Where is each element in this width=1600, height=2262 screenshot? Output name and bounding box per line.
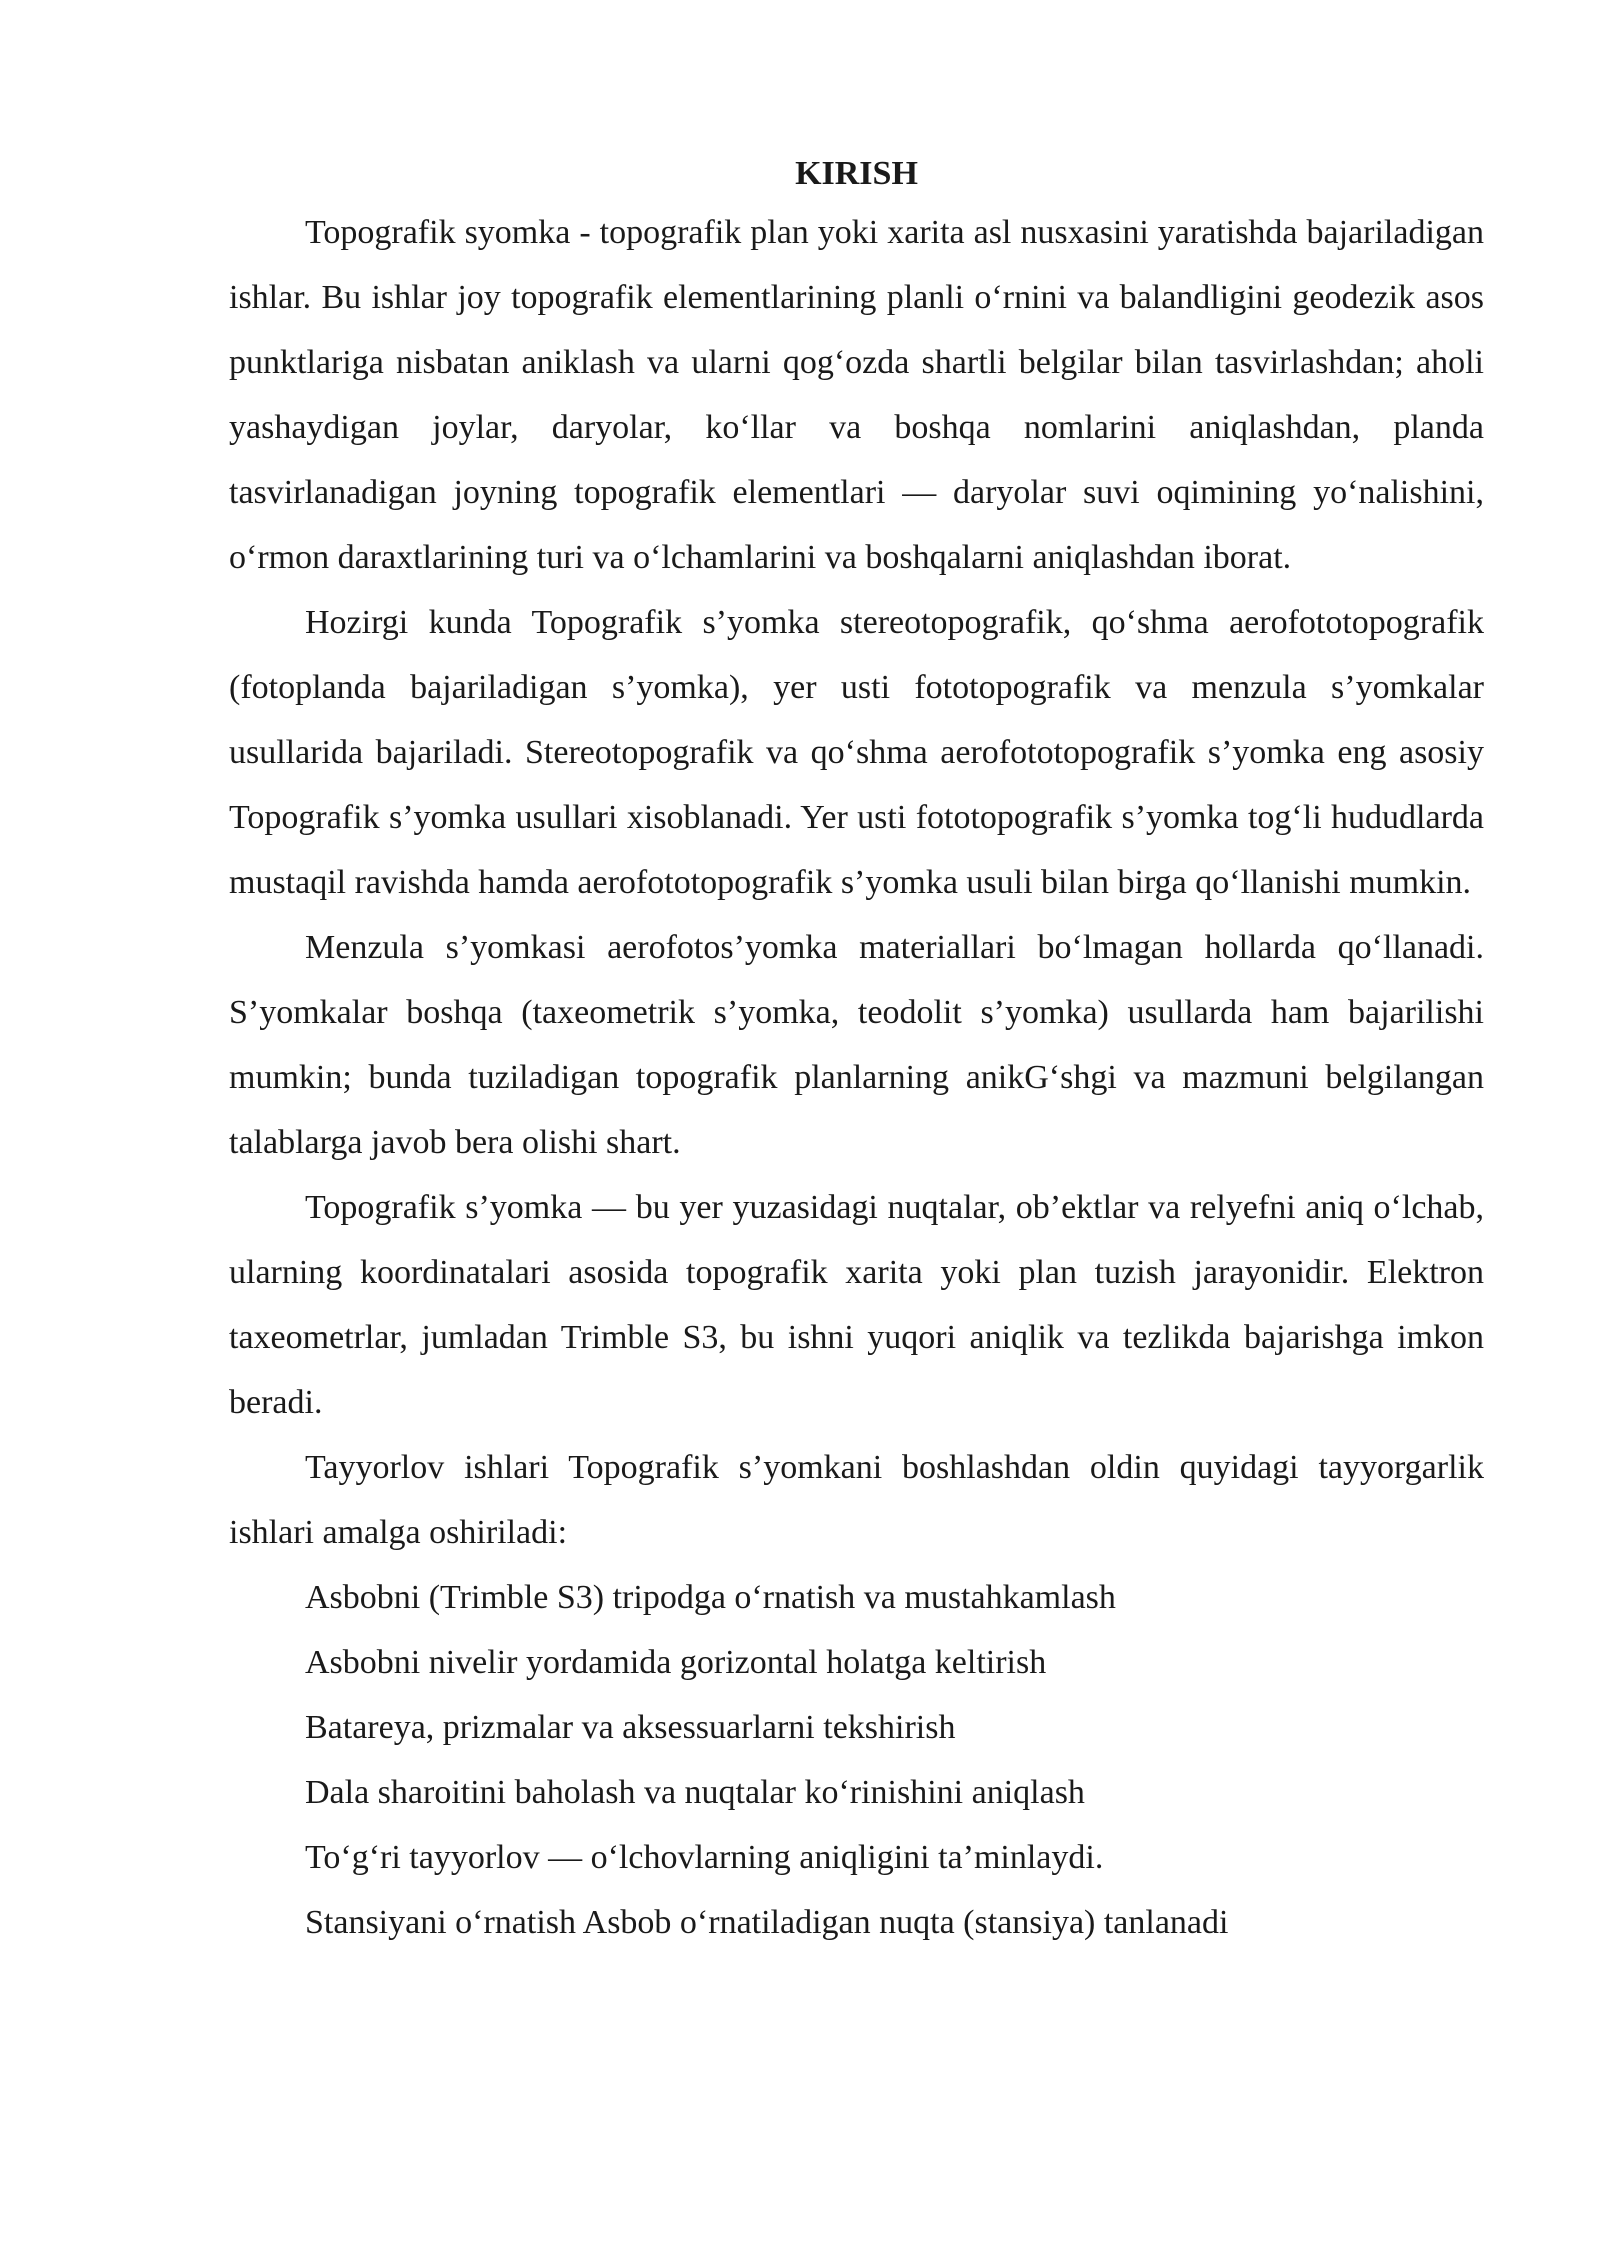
paragraph-topografik-syomka-definition: Topografik s’yomka — bu yer yuzasidagi nuqtalar, ob’ektlar va relyefni aniq o‘lchab, ularning koordinatalari asosida topografik xarita yoki plan tuzish jarayonidir. Elektron taxeometrlar, jumladan Trimble S3, bu ishni yuqori aniqlik va tezlikda bajarishga imkon beradi. — [229, 1189, 1484, 1421]
list-item: Dala sharoitini baholash va nuqtalar ko‘rinishini aniqlash — [305, 1774, 1085, 1811]
paragraph-tayyorlov-ishlari: Tayyorlov ishlari Topografik s’yomkani boshlashdan oldin quyidagi tayyorgarlik ishlari amalga oshiriladi: — [229, 1449, 1484, 1551]
paragraph-hozirgi-kunda: Hozirgi kunda Topografik s’yomka stereotopografik, qo‘shma aerofototopografik (fotoplanda bajariladigan s’yomka), yer usti fototopografik va menzula s’yomkalar usullarida bajariladi. Stereotopografik va qo‘shma aerofototopografik s’yomka eng asosiy Topografik s’yomka usullari xisoblanadi. Yer usti fototopografik s’yomka tog‘li hududlarda mustaqil ravishda hamda aerofototopografik s’yomka usuli bilan birga qo‘llanishi mumkin. — [229, 604, 1484, 901]
paragraph-topografik-syomka: Topografik syomka - topografik plan yoki xarita asl nusxasini yaratishda bajariladigan ishlar. Bu ishlar joy topografik elementlarining planli o‘rnini va balandligini geodezik asos punktlariga nisbatan aniklash va ularni qog‘ozda shartli belgilar bilan tasvirlashdan; aholi yashaydigan joylar, daryolar, ko‘llar va boshqa nomlarini aniqlashdan, planda tasvirlanadigan joyning topografik elementlari — daryolar suvi oqimining yo‘nalishini, o‘rmon daraxtlarining turi va o‘lchamlarini va boshqalarni aniqlashdan iborat. — [229, 214, 1484, 576]
list-item: To‘g‘ri tayyorlov — o‘lchovlarning aniqligini ta’minlaydi. — [305, 1839, 1104, 1876]
list-item: Stansiyani o‘rnatish Asbob o‘rnatiladigan nuqta (stansiya) tanlanadi — [305, 1904, 1229, 1941]
list-item: Asbobni nivelir yordamida gorizontal holatga keltirish — [305, 1644, 1047, 1681]
document-page — [229, 148, 1484, 1955]
list-item: Batareya, prizmalar va aksessuarlarni tekshirish — [305, 1709, 956, 1746]
document-title: KIRISH — [795, 155, 918, 192]
list-item: Asbobni (Trimble S3) tripodga o‘rnatish va mustahkamlash — [305, 1579, 1116, 1616]
paragraph-menzula: Menzula s’yomkasi aerofotos’yomka materiallari bo‘lmagan hollarda qo‘llanadi. S’yomkalar boshqa (taxeometrik s’yomka, teodolit s’yomka) usullarda ham bajarilishi mumkin; bunda tuziladigan topografik planlarning anikG‘shgi va mazmuni belgilangan talablarga javob bera olishi shart. — [229, 929, 1484, 1161]
